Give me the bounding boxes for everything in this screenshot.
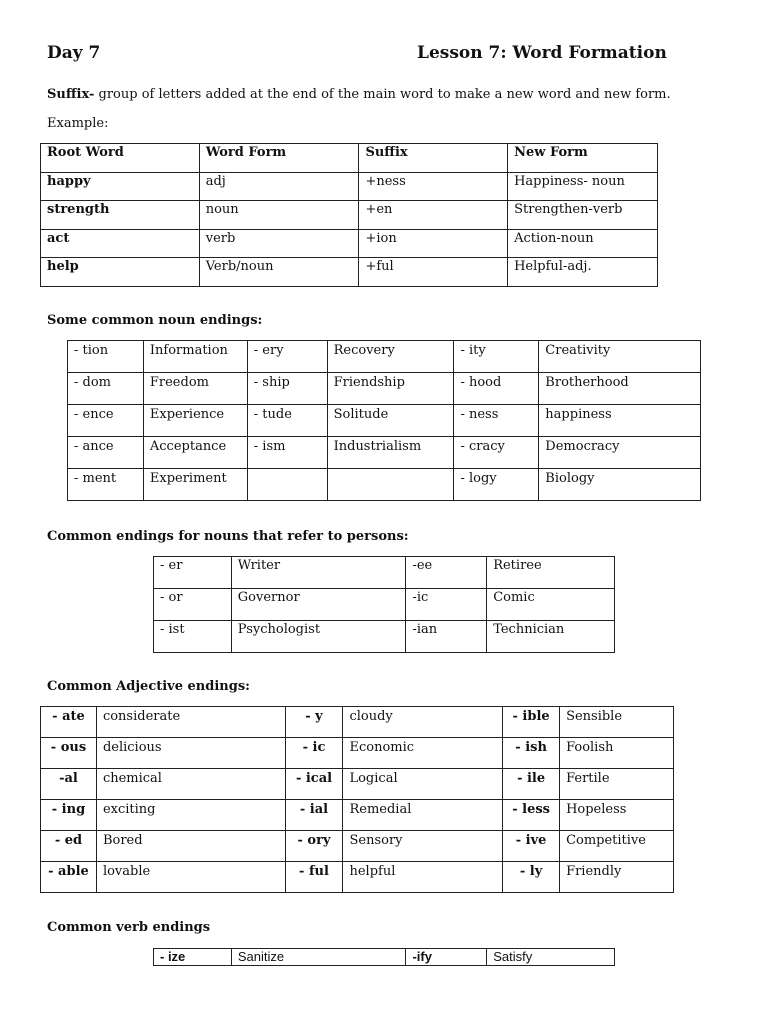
table-cell: -ify [406,949,487,966]
table-cell: - dom [68,373,144,405]
suffix-term: Suffix- [47,87,95,102]
suffix-definition-text: group of letters added at the end of the main word to make a new word and new form. [94,87,671,102]
table-cell: - ist [154,621,232,653]
table-cell: - ile [503,769,560,800]
verb-endings-table [153,948,615,966]
table-cell: Economic [343,738,503,769]
table-cell: helpful [343,862,503,893]
suffix-definition [47,87,671,102]
table-row [154,621,615,653]
table-cell [247,469,327,501]
table-cell: +en [359,201,508,230]
table-row [68,469,701,501]
table-cell: - ish [503,738,560,769]
table-cell: +ion [359,229,508,258]
person-endings-title: Common endings for nouns that refer to persons: [47,529,409,544]
table-cell: Sensible [560,707,674,738]
table-cell: - ly [503,862,560,893]
day-heading: Day 7 [47,43,101,63]
table-cell: - ful [285,862,343,893]
table-cell: -ee [406,557,487,589]
table-cell: adj [199,172,359,201]
table-cell: - er [154,557,232,589]
table-cell: happiness [539,405,701,437]
table-cell: - ize [154,949,232,966]
table-cell: Retiree [487,557,615,589]
table-cell: - or [154,589,232,621]
table-cell: Comic [487,589,615,621]
table-cell: - cracy [454,437,539,469]
table-cell: - ence [68,405,144,437]
verb-endings-title: Common verb endings [47,920,211,935]
noun-endings-title: Some common noun endings: [47,313,263,328]
table-cell: - ment [68,469,144,501]
table-row [154,557,615,589]
header-cell: Root Word [41,144,200,173]
table-cell: Helpful-adj. [508,258,658,287]
table-cell: - ing [41,800,97,831]
table-cell: verb [199,229,359,258]
table-cell [327,469,454,501]
table-cell: Acceptance [143,437,247,469]
table-cell: noun [199,201,359,230]
table-row [41,707,674,738]
table-cell: Logical [343,769,503,800]
table-cell: Experience [143,405,247,437]
table-cell: - ory [285,831,343,862]
table-cell: - ible [503,707,560,738]
table-cell: - ness [454,405,539,437]
table-cell: exciting [96,800,285,831]
table-cell: - ship [247,373,327,405]
table-cell: happy [41,172,200,201]
table-cell: - ity [454,341,539,373]
table-cell: Writer [231,557,406,589]
table-row [41,258,658,287]
table-cell: Governor [231,589,406,621]
table-cell: - hood [454,373,539,405]
table-row [154,589,615,621]
lesson-title: Lesson 7: Word Formation [417,43,667,63]
table-row [41,862,674,893]
table-cell: Industrialism [327,437,454,469]
table-row [68,341,701,373]
table-cell: Friendly [560,862,674,893]
table-cell: +ness [359,172,508,201]
table-cell: -al [41,769,97,800]
table-cell: Psychologist [231,621,406,653]
table-cell: Democracy [539,437,701,469]
table-cell: delicious [96,738,285,769]
table-cell: Friendship [327,373,454,405]
table-cell: Foolish [560,738,674,769]
table-cell: Experiment [143,469,247,501]
table-cell: strength [41,201,200,230]
table-cell: - ism [247,437,327,469]
table-cell: +ful [359,258,508,287]
table-cell: - ery [247,341,327,373]
table-cell: - able [41,862,97,893]
table-cell: - ial [285,800,343,831]
table-cell: Sanitize [231,949,406,966]
table-cell: lovable [96,862,285,893]
table-cell: Brotherhood [539,373,701,405]
table-cell: Competitive [560,831,674,862]
table-cell: Hopeless [560,800,674,831]
table-cell: - ate [41,707,97,738]
table-cell: chemical [96,769,285,800]
table-row [41,831,674,862]
table-cell: - ed [41,831,97,862]
table-cell: Action-noun [508,229,658,258]
table-cell: -ian [406,621,487,653]
table-row [154,949,615,966]
table-cell: - ance [68,437,144,469]
table-cell: Information [143,341,247,373]
adjective-endings-table [40,706,674,893]
table-cell: Creativity [539,341,701,373]
table-cell: - ous [41,738,97,769]
table-cell: Strengthen-verb [508,201,658,230]
table-cell: - ive [503,831,560,862]
table-cell: Recovery [327,341,454,373]
table-cell: help [41,258,200,287]
person-endings-table [153,556,615,653]
table-row [41,769,674,800]
table-cell: -ic [406,589,487,621]
table-cell: Biology [539,469,701,501]
table-cell: Bored [96,831,285,862]
header-cell: Suffix [359,144,508,173]
adjective-endings-title: Common Adjective endings: [47,679,250,694]
table-cell: Freedom [143,373,247,405]
table-cell: Fertile [560,769,674,800]
table-header-row [41,144,658,173]
example-label: Example: [47,116,109,131]
table-cell: Remedial [343,800,503,831]
table-cell: - tude [247,405,327,437]
table-cell: - ical [285,769,343,800]
table-cell: - logy [454,469,539,501]
header-cell: Word Form [199,144,359,173]
table-row [41,738,674,769]
table-cell: - y [285,707,343,738]
header-cell: New Form [508,144,658,173]
table-row [68,405,701,437]
table-cell: act [41,229,200,258]
table-row [41,800,674,831]
table-row [68,437,701,469]
example-table [40,143,658,287]
noun-endings-table [67,340,701,501]
table-cell: Technician [487,621,615,653]
table-row [68,373,701,405]
table-cell: - less [503,800,560,831]
table-cell: Verb/noun [199,258,359,287]
table-row [41,172,658,201]
table-cell: Satisfy [487,949,615,966]
table-cell: considerate [96,707,285,738]
table-cell: - tion [68,341,144,373]
table-cell: - ic [285,738,343,769]
table-cell: cloudy [343,707,503,738]
table-row [41,229,658,258]
table-cell: Sensory [343,831,503,862]
table-cell: Solitude [327,405,454,437]
table-cell: Happiness- noun [508,172,658,201]
table-row [41,201,658,230]
